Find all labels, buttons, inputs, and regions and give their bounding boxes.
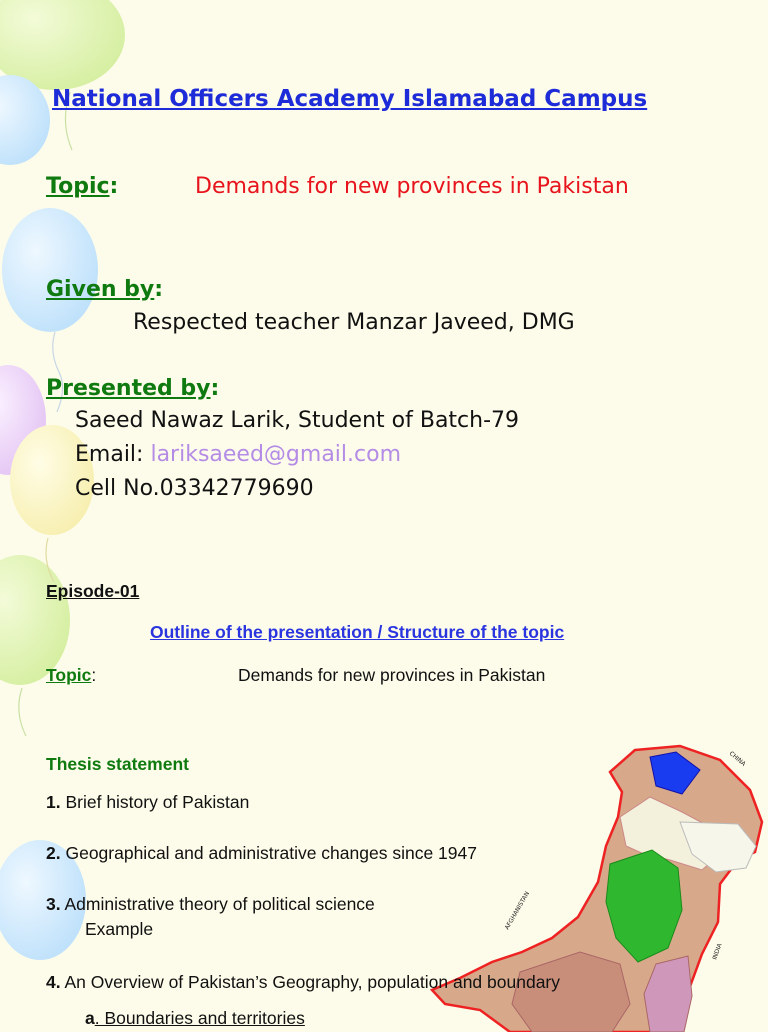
- outline-item-text: Brief history of Pakistan: [60, 792, 250, 812]
- outline-item-number: 2.: [46, 843, 61, 863]
- thesis-heading: Thesis statement: [46, 754, 189, 774]
- cover-topic-text: Demands for new provinces in Pakistan: [195, 174, 629, 199]
- cover-topic-row: [46, 174, 118, 199]
- outline-item-text: Geographical and administrative changes since 1947: [60, 843, 477, 863]
- episode-topic-colon: :: [91, 665, 97, 685]
- page-title: National Officers Academy Islamabad Campus: [52, 86, 648, 112]
- outline-item-1: [46, 792, 249, 813]
- presented-by-label: Presented by: [46, 376, 211, 401]
- cover-topic-colon: :: [109, 174, 119, 199]
- outline-sub-item-a: [85, 1008, 305, 1029]
- map-label-china: CHINA: [727, 750, 747, 768]
- given-by-row: [46, 277, 163, 302]
- outline-item-number: 1.: [46, 792, 61, 812]
- cover-topic-label: Topic: [46, 174, 110, 199]
- outline-item-2: [46, 843, 477, 864]
- episode-topic-text: Demands for new provinces in Pakistan: [238, 665, 546, 685]
- example-label: Example: [85, 919, 154, 939]
- outline-item-4: [46, 972, 560, 993]
- email-row: [75, 442, 401, 467]
- outline-item-3: [46, 894, 375, 915]
- outline-heading: Outline of the presentation / Structure of the topic: [150, 622, 565, 642]
- sub-item-text: . Boundaries and territories: [94, 1008, 305, 1028]
- presented-by-colon: :: [210, 376, 220, 401]
- given-by-colon: :: [154, 277, 164, 302]
- email-label: Email:: [75, 442, 151, 467]
- outline-item-text: An Overview of Pakistan’s Geography, population and boundary: [60, 972, 561, 992]
- given-by-text: Respected teacher Manzar Javeed, DMG: [133, 310, 575, 335]
- presented-by-row: [46, 376, 219, 401]
- given-by-label: Given by: [46, 277, 155, 302]
- episode-topic-label: Topic: [46, 665, 92, 685]
- episode-label: Episode-01: [46, 581, 140, 601]
- outline-item-number: 4.: [46, 972, 61, 992]
- outline-item-text: Administrative theory of political science: [60, 894, 375, 914]
- outline-item-number: 3.: [46, 894, 61, 914]
- sub-item-letter: a: [85, 1008, 95, 1028]
- presenter-line: Saeed Nawaz Larik, Student of Batch-79: [75, 408, 520, 433]
- map-label-india: INDIA: [711, 942, 724, 961]
- cell-number: Cell No.03342779690: [75, 476, 314, 501]
- map-label-afghanistan: AFGHANISTAN: [503, 890, 532, 931]
- episode-topic-row: [46, 665, 96, 686]
- email-link[interactable]: lariksaeed@gmail.com: [150, 442, 402, 467]
